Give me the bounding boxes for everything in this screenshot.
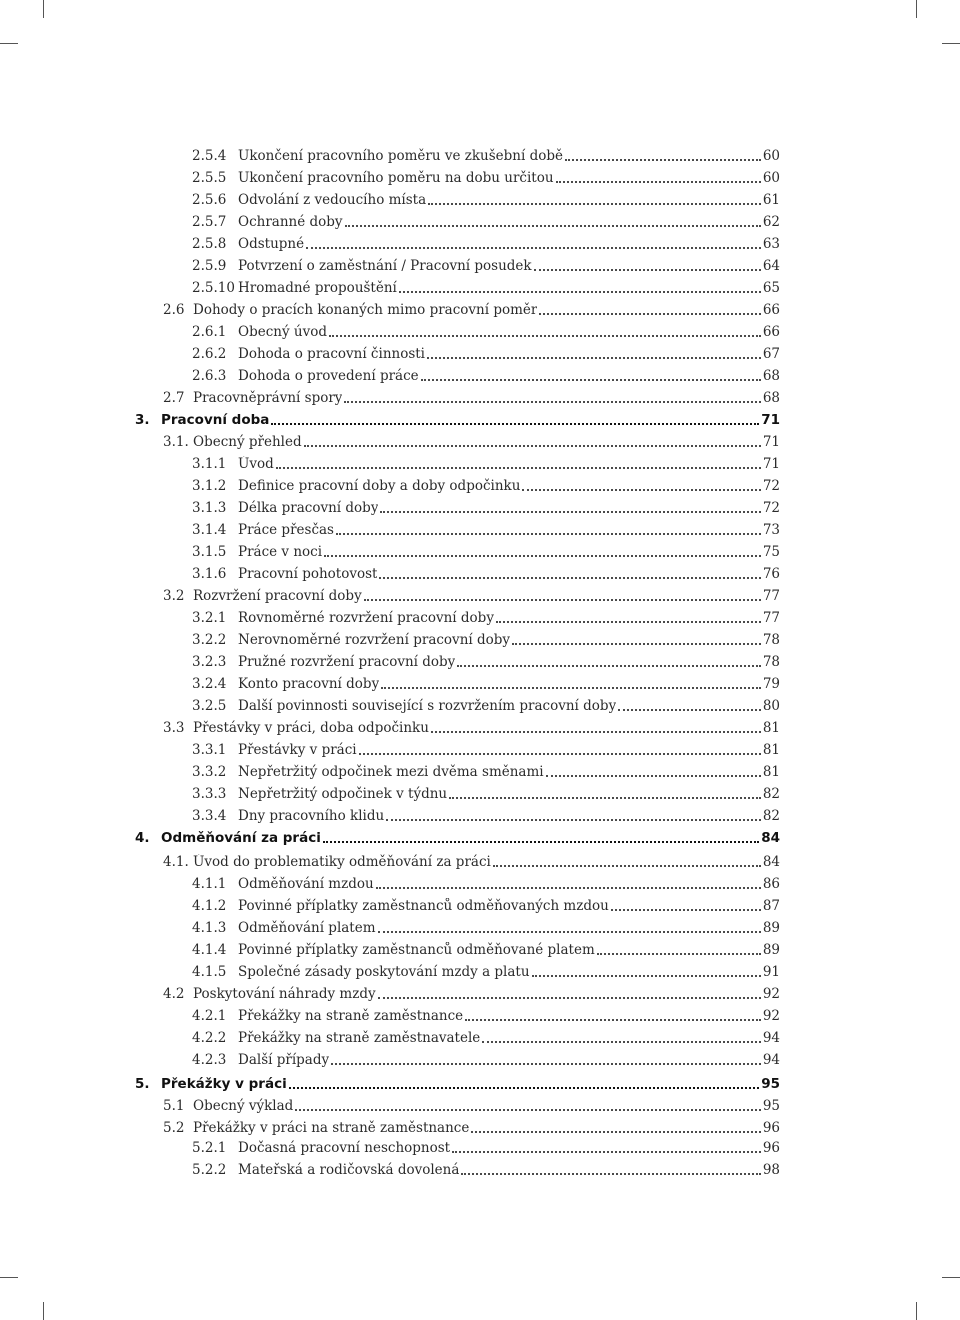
toc-entry[interactable]	[192, 604, 780, 626]
toc-entry-title: Přestávky v práci, doba odpočinku	[193, 720, 429, 736]
toc-entry-page-number: 81	[762, 742, 780, 758]
dot-leader	[465, 1009, 761, 1021]
toc-entry-title: Pružné rozvržení pracovní doby	[238, 654, 456, 670]
toc-chapter-entry[interactable]	[135, 824, 780, 846]
toc-entry[interactable]	[192, 1024, 780, 1046]
toc-entry-number: 3.3.3	[192, 786, 227, 802]
toc-chapter-entry[interactable]	[135, 406, 780, 428]
toc-entry-title: Odvolání z vedoucího místa	[238, 192, 427, 208]
toc-entry-page-number: 62	[762, 214, 780, 230]
toc-entry[interactable]	[192, 802, 780, 824]
toc-entry-title: Povinné příplatky zaměstnanců odměňovaných mzdou	[238, 898, 609, 914]
toc-entry-page-number: 79	[762, 676, 780, 692]
toc-entry-title: Nerovnoměrné rozvržení pracovní doby	[238, 632, 511, 648]
dot-leader	[331, 1053, 761, 1065]
toc-entry-title: Další povinnosti související s rozvržením pracovní doby	[238, 698, 617, 714]
toc-entry-page-number: 72	[762, 500, 780, 516]
toc-entry-title: Další případy	[238, 1052, 330, 1068]
toc-entry-title: Mateřská a rodičovská dovolená	[238, 1162, 460, 1178]
toc-entry[interactable]	[192, 1156, 780, 1178]
toc-entry-page-number: 60	[762, 170, 780, 186]
dot-leader	[344, 391, 760, 403]
toc-entry[interactable]	[192, 208, 780, 230]
toc-entry-page-number: 68	[762, 368, 780, 384]
toc-entry-title: Překážky na straně zaměstnavatele	[238, 1030, 481, 1046]
toc-entry-number: 2.5.9	[192, 258, 227, 274]
toc-entry-title: Překážky na straně zaměstnance	[238, 1008, 464, 1024]
toc-entry[interactable]	[163, 848, 780, 870]
toc-entry-number: 3.2.4	[192, 676, 227, 692]
toc-entry[interactable]	[163, 384, 780, 406]
toc-entry-page-number: 75	[762, 544, 780, 560]
dot-leader	[452, 1141, 761, 1153]
toc-entry-title: Dohoda o pracovní činnosti	[238, 346, 426, 362]
dot-leader	[457, 655, 761, 667]
toc-entry-number: 3.1.5	[192, 544, 227, 560]
toc-entry-title: Úvod	[238, 456, 274, 472]
toc-entry-page-number: 63	[762, 236, 780, 252]
dot-leader	[532, 965, 761, 977]
toc-entry[interactable]	[163, 1092, 780, 1114]
dot-leader	[329, 325, 761, 337]
toc-entry-page-number: 82	[762, 808, 780, 824]
toc-entry-title: Nepřetržitý odpočinek mezi dvěma směnami	[238, 764, 544, 780]
toc-entry-number: 4.1.2	[192, 898, 227, 914]
dot-leader	[461, 1163, 760, 1175]
dot-leader	[379, 567, 760, 579]
toc-entry-title: Dohody o pracích konaných mimo pracovní poměr	[193, 302, 538, 318]
toc-entry[interactable]	[192, 626, 780, 648]
toc-entry-title: Hromadné propouštění	[238, 280, 397, 296]
toc-entry-number: 4.	[135, 830, 150, 846]
toc-entry[interactable]	[192, 538, 780, 560]
toc-entry-number: 5.2.2	[192, 1162, 227, 1178]
toc-entry-title: Potvrzení o zaměstnání / Pracovní posudek	[238, 258, 532, 274]
dot-leader	[306, 237, 761, 249]
dot-leader	[597, 943, 761, 955]
toc-entry[interactable]	[192, 560, 780, 582]
toc-entry-page-number: 84	[761, 830, 780, 846]
toc-entry-title: Ochranné doby	[238, 214, 343, 230]
toc-entry-page-number: 71	[762, 456, 780, 472]
toc-entry-number: 3.3.1	[192, 742, 227, 758]
toc-entry-number: 5.1	[163, 1098, 185, 1114]
toc-entry-title: Dny pracovního klidu	[238, 808, 385, 824]
toc-entry-page-number: 89	[762, 942, 780, 958]
toc-entry-page-number: 78	[762, 654, 780, 670]
toc-entry-page-number: 76	[762, 566, 780, 582]
toc-entry-title: Obecný výklad	[193, 1098, 294, 1114]
dot-leader	[427, 347, 761, 359]
toc-entry[interactable]	[163, 980, 780, 1002]
toc-entry-number: 3.3.4	[192, 808, 227, 824]
toc-entry-number: 2.6.1	[192, 324, 227, 340]
toc-entry-page-number: 89	[762, 920, 780, 936]
toc-entry-title: Práce v noci	[238, 544, 323, 560]
toc-entry-number: 4.1.3	[192, 920, 227, 936]
dot-leader	[386, 809, 761, 821]
toc-entry-page-number: 91	[762, 964, 780, 980]
toc-entry[interactable]	[192, 164, 780, 186]
dot-leader	[359, 743, 761, 755]
toc-entry[interactable]	[192, 736, 780, 758]
toc-entry-number: 3.2.1	[192, 610, 227, 626]
toc-entry-number: 4.2.3	[192, 1052, 227, 1068]
toc-entry-title: Pracovněprávní spory	[193, 390, 343, 406]
toc-chapter-entry[interactable]	[135, 1070, 780, 1092]
toc-entry[interactable]	[192, 892, 780, 914]
dot-leader	[380, 501, 760, 513]
toc-entry-number: 3.1.1	[192, 456, 227, 472]
dot-leader	[336, 523, 761, 535]
toc-entry-number: 3.	[135, 412, 150, 428]
toc-entry[interactable]	[163, 428, 780, 450]
dot-leader	[556, 171, 761, 183]
dot-leader	[271, 413, 759, 425]
dot-leader	[304, 435, 761, 447]
toc-entry-title: Práce přesčas	[238, 522, 334, 538]
dot-leader	[512, 633, 761, 645]
toc-entry-number: 2.5.4	[192, 148, 227, 164]
toc-entry-number: 4.1.4	[192, 942, 227, 958]
toc-entry-page-number: 94	[762, 1052, 780, 1068]
toc-entry-page-number: 68	[762, 390, 780, 406]
toc-entry-title: Definice pracovní doby a doby odpočinku	[238, 478, 521, 494]
toc-entry-title: Úvod do problematiky odměňování za práci	[193, 854, 491, 870]
toc-entry-page-number: 86	[762, 876, 780, 892]
toc-entry-number: 3.2.5	[192, 698, 227, 714]
toc-entry-page-number: 65	[762, 280, 780, 296]
toc-entry-page-number: 96	[762, 1120, 780, 1136]
toc-entry-title: Konto pracovní doby	[238, 676, 380, 692]
toc-entry[interactable]	[163, 582, 780, 604]
toc-entry-title: Pracovní doba	[161, 412, 270, 428]
toc-entry-page-number: 66	[762, 324, 780, 340]
toc-entry[interactable]	[163, 296, 780, 318]
toc-entry[interactable]	[192, 318, 780, 340]
toc-entry-number: 3.1.6	[192, 566, 227, 582]
toc-entry-number: 2.6.2	[192, 346, 227, 362]
dot-leader	[323, 831, 759, 843]
toc-entry-title: Délka pracovní doby	[238, 500, 379, 516]
dot-leader	[522, 479, 760, 491]
toc-entry-page-number: 95	[761, 1076, 780, 1092]
toc-entry[interactable]	[163, 1114, 780, 1136]
toc-entry-number: 3.2.2	[192, 632, 227, 648]
toc-entry[interactable]	[192, 758, 780, 780]
toc-entry-number: 2.6.3	[192, 368, 227, 384]
toc-entry-number: 4.1.	[163, 854, 189, 870]
toc-entry[interactable]	[192, 516, 780, 538]
toc-entry[interactable]	[192, 450, 780, 472]
toc-entry-number: 4.1.5	[192, 964, 227, 980]
toc-entry[interactable]	[192, 1002, 780, 1024]
dot-leader	[421, 369, 761, 381]
toc-entry[interactable]	[192, 472, 780, 494]
dot-leader	[496, 611, 761, 623]
toc-entry-title: Nepřetržitý odpočinek v týdnu	[238, 786, 448, 802]
toc-entry-number: 4.2.1	[192, 1008, 227, 1024]
toc-entry-page-number: 98	[762, 1162, 780, 1178]
toc-entry[interactable]	[192, 914, 780, 936]
toc-entry[interactable]	[192, 142, 780, 164]
toc-entry[interactable]	[192, 274, 780, 296]
toc-entry[interactable]	[192, 494, 780, 516]
toc-entry-number: 2.5.10	[192, 280, 235, 296]
toc-entry-page-number: 72	[762, 478, 780, 494]
dot-leader	[611, 899, 761, 911]
toc-entry[interactable]	[192, 186, 780, 208]
toc-entry[interactable]	[192, 648, 780, 670]
toc-entry[interactable]	[192, 1046, 780, 1068]
toc-entry-number: 5.2.1	[192, 1140, 227, 1156]
toc-entry-page-number: 80	[762, 698, 780, 714]
toc-entry-number: 2.5.8	[192, 236, 227, 252]
toc-entry-number: 2.7	[163, 390, 185, 406]
dot-leader	[431, 721, 761, 733]
toc-entry-number: 3.1.3	[192, 500, 227, 516]
toc-entry[interactable]	[192, 252, 780, 274]
toc-entry-page-number: 84	[762, 854, 780, 870]
toc-entry-page-number: 82	[762, 786, 780, 802]
toc-entry[interactable]	[192, 230, 780, 252]
toc-entry-title: Překážky v práci	[161, 1076, 287, 1092]
toc-entry-number: 2.5.5	[192, 170, 227, 186]
toc-entry-page-number: 94	[762, 1030, 780, 1046]
toc-entry-title: Společné zásady poskytování mzdy a platu	[238, 964, 530, 980]
toc-entry-title: Ukončení pracovního poměru na dobu určitou	[238, 170, 554, 186]
toc-entry-page-number: 81	[762, 764, 780, 780]
toc-entry-title: Odstupné	[238, 236, 305, 252]
toc-entry-page-number: 77	[762, 588, 780, 604]
toc-entry-number: 3.1.2	[192, 478, 227, 494]
dot-leader	[449, 787, 761, 799]
dot-leader	[376, 877, 761, 889]
toc-entry-title: Odměňování za práci	[161, 830, 321, 846]
toc-entry-number: 4.2	[163, 986, 185, 1002]
toc-entry-number: 3.2.3	[192, 654, 227, 670]
dot-leader	[381, 677, 761, 689]
toc-entry[interactable]	[163, 714, 780, 736]
dot-leader	[364, 589, 761, 601]
toc-entry-page-number: 92	[762, 1008, 780, 1024]
toc-entry-title: Překážky v práci na straně zaměstnance	[193, 1120, 470, 1136]
dot-leader	[471, 1121, 760, 1133]
toc-entry-number: 3.1.	[163, 434, 189, 450]
toc-entry-page-number: 96	[762, 1140, 780, 1156]
dot-leader	[345, 215, 761, 227]
dot-leader	[546, 765, 761, 777]
dot-leader	[482, 1031, 761, 1043]
toc-entry-page-number: 71	[762, 434, 780, 450]
dot-leader	[534, 259, 761, 271]
toc-entry-number: 2.6	[163, 302, 185, 318]
toc-entry[interactable]	[192, 958, 780, 980]
toc-entry-title: Rozvržení pracovní doby	[193, 588, 362, 604]
toc-entry[interactable]	[192, 870, 780, 892]
toc-entry[interactable]	[192, 780, 780, 802]
toc-entry[interactable]	[192, 936, 780, 958]
toc-entry[interactable]	[192, 362, 780, 384]
toc-entry-page-number: 67	[762, 346, 780, 362]
toc-entry-title: Odměňování mzdou	[238, 876, 374, 892]
toc-entry-page-number: 66	[762, 302, 780, 318]
toc-entry[interactable]	[192, 1134, 780, 1156]
toc-entry-number: 5.2	[163, 1120, 185, 1136]
toc-entry-page-number: 87	[762, 898, 780, 914]
dot-leader	[289, 1077, 760, 1089]
toc-entry-title: Dohoda o provedení práce	[238, 368, 419, 384]
toc-entry-page-number: 60	[762, 148, 780, 164]
dot-leader	[565, 149, 761, 161]
dot-leader	[378, 921, 761, 933]
toc-entry-page-number: 61	[762, 192, 780, 208]
toc-entry-title: Obecný přehled	[193, 434, 302, 450]
toc-entry-title: Odměňování platem	[238, 920, 376, 936]
dot-leader	[428, 193, 761, 205]
dot-leader	[618, 699, 761, 711]
toc-entry-title: Povinné příplatky zaměstnanců odměňované platem	[238, 942, 595, 958]
toc-entry-title: Rovnoměrné rozvržení pracovní doby	[238, 610, 494, 626]
toc-entry-number: 3.2	[163, 588, 185, 604]
toc-entry-title: Obecný úvod	[238, 324, 327, 340]
dot-leader	[295, 1099, 760, 1111]
toc-entry-title: Přestávky v práci	[238, 742, 357, 758]
toc-entry-page-number: 81	[762, 720, 780, 736]
dot-leader	[378, 987, 761, 999]
toc-entry-page-number: 64	[762, 258, 780, 274]
toc-entry[interactable]	[192, 670, 780, 692]
toc-entry-page-number: 73	[762, 522, 780, 538]
toc-entry-page-number: 95	[762, 1098, 780, 1114]
dot-leader	[399, 281, 761, 293]
toc-entry-title: Pracovní pohotovost	[238, 566, 378, 582]
toc-entry-number: 4.1.1	[192, 876, 227, 892]
toc-entry-number: 2.5.7	[192, 214, 227, 230]
dot-leader	[493, 855, 761, 867]
toc-entry-number: 2.5.6	[192, 192, 227, 208]
dot-leader	[276, 457, 761, 469]
toc-entry-title: Poskytování náhrady mzdy	[193, 986, 376, 1002]
toc-entry-page-number: 78	[762, 632, 780, 648]
toc-entry-number: 3.3	[163, 720, 185, 736]
toc-entry-number: 3.3.2	[192, 764, 227, 780]
toc-entry-title: Dočasná pracovní neschopnost	[238, 1140, 451, 1156]
toc-entry-title: Ukončení pracovního poměru ve zkušební době	[238, 148, 563, 164]
toc-entry[interactable]	[192, 692, 780, 714]
toc-entry-number: 5.	[135, 1076, 150, 1092]
dot-leader	[324, 545, 761, 557]
toc-entry-page-number: 71	[761, 412, 780, 428]
toc-entry-page-number: 92	[762, 986, 780, 1002]
toc-entry[interactable]	[192, 340, 780, 362]
dot-leader	[539, 303, 760, 315]
toc-entry-page-number: 77	[762, 610, 780, 626]
toc-entry-number: 4.2.2	[192, 1030, 227, 1046]
toc-entry-number: 3.1.4	[192, 522, 227, 538]
